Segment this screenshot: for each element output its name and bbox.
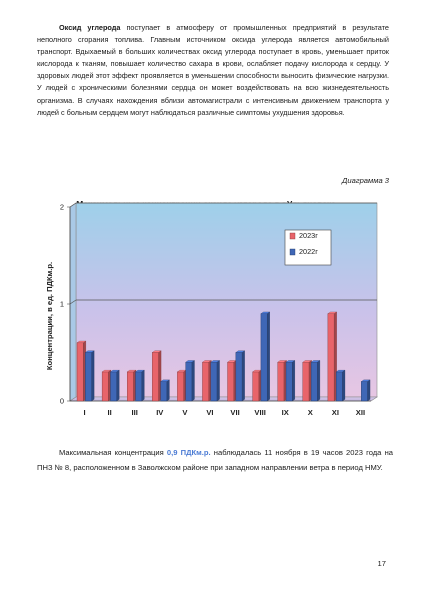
y-axis-label: Концентрации, в ед. ПДКм.р. [45,261,54,371]
bar-2023-II [102,372,108,401]
x-tick-label: IV [156,408,164,417]
bar-2022-V [186,362,192,401]
bar-2022-IV [161,382,167,401]
bar-side-2022-X [317,360,320,401]
bar-side-2022-XI [342,370,345,401]
bar-side-2022-XII [368,380,371,401]
bar-2022-XII [361,382,367,401]
max-concentration-value: 0,9 ПДКм.р. [166,448,211,457]
term-carbon-monoxide: Оксид углерода [59,23,121,32]
x-tick-label: III [131,408,138,417]
paragraph-text: поступает в атмосферу от промышленных предприятий в результате неполного сгорания топлива. Главным источником оксида углерода является автомобильный транспорт. Вдыхаемый в больших количествах оксид углерода поступает в кровь, уменьшает приток кислорода к тканям, повышает количество сахара в крови, ослабляет подачу кислорода к сердцу. У здоровых людей этот эффект проявляется в уменьшении способности выносить физические нагрузки. У людей с хроническими болезнями сердца он может воздействовать на всю жизнедеятельность организма. В случаях нахождения вблизи автомагистрали с интенсивным движением транспорта у людей с больным сердцем могут наблюдаться различные симптомы ухудшения здоровья. [37,23,389,117]
legend-label: 2022г [299,247,318,256]
bar-2023-IX [278,362,284,401]
x-tick-label: II [107,408,112,417]
bar-2022-VIII [261,314,267,401]
x-tick-label: VII [230,408,240,417]
bar-2022-XI [336,372,342,401]
x-tick-label: VIII [254,408,266,417]
bar-side-2022-VIII [267,312,270,401]
page-number: 17 [377,559,386,568]
bar-side-2022-I [92,351,95,401]
x-tick-label: IX [281,408,289,417]
bar-2023-V [177,372,183,401]
bar-side-2022-VII [242,351,245,401]
bar-2023-XI [328,314,334,401]
bar-2023-III [127,372,133,401]
legend-swatch-2022 [290,249,295,255]
bar-2023-I [77,343,83,401]
y-tick-label: 2 [59,202,64,212]
legend-swatch-2023 [290,233,295,239]
bar-2023-IV [152,353,158,402]
bar-side-2022-VI [217,360,220,401]
bar-2023-X [303,362,309,401]
conclusion-paragraph [37,446,393,475]
conclusion-text-2: наблюдалась 11 ноября в 19 часов 2023 года на ПНЗ № 8, расположенном в Заволжском районе при западном направлении ветра в период НМУ. [37,448,393,472]
bar-2023-VIII [253,372,259,401]
bar-2023-VII [228,362,234,401]
x-tick-label: XI [331,408,339,417]
y-tick-label: 0 [59,396,64,406]
x-tick-label: V [182,408,188,417]
y-tick-label: 1 [59,299,64,309]
bar-side-2022-IX [292,360,295,401]
bar-2022-IX [286,362,292,401]
bar-side-2022-V [192,360,195,401]
x-tick-label: XII [355,408,366,417]
diagram-label: Диаграмма 3 [342,176,389,185]
x-tick-label: I [83,408,86,417]
bar-side-2022-II [117,370,120,401]
bar-2022-VI [211,362,217,401]
bar-2022-I [85,353,91,402]
bar-side-2022-III [142,370,145,401]
x-tick-label: X [307,408,313,417]
bar-2023-VI [202,362,208,401]
bar-2022-II [110,372,116,401]
x-tick-label: VI [206,408,214,417]
legend-label: 2023г [299,231,318,240]
conclusion-text-1: Максимальная концентрация [59,448,167,457]
bar-2022-III [136,372,142,401]
bar-side-2022-IV [167,380,170,401]
bar-2022-VII [236,353,242,402]
bar-2022-X [311,362,317,401]
